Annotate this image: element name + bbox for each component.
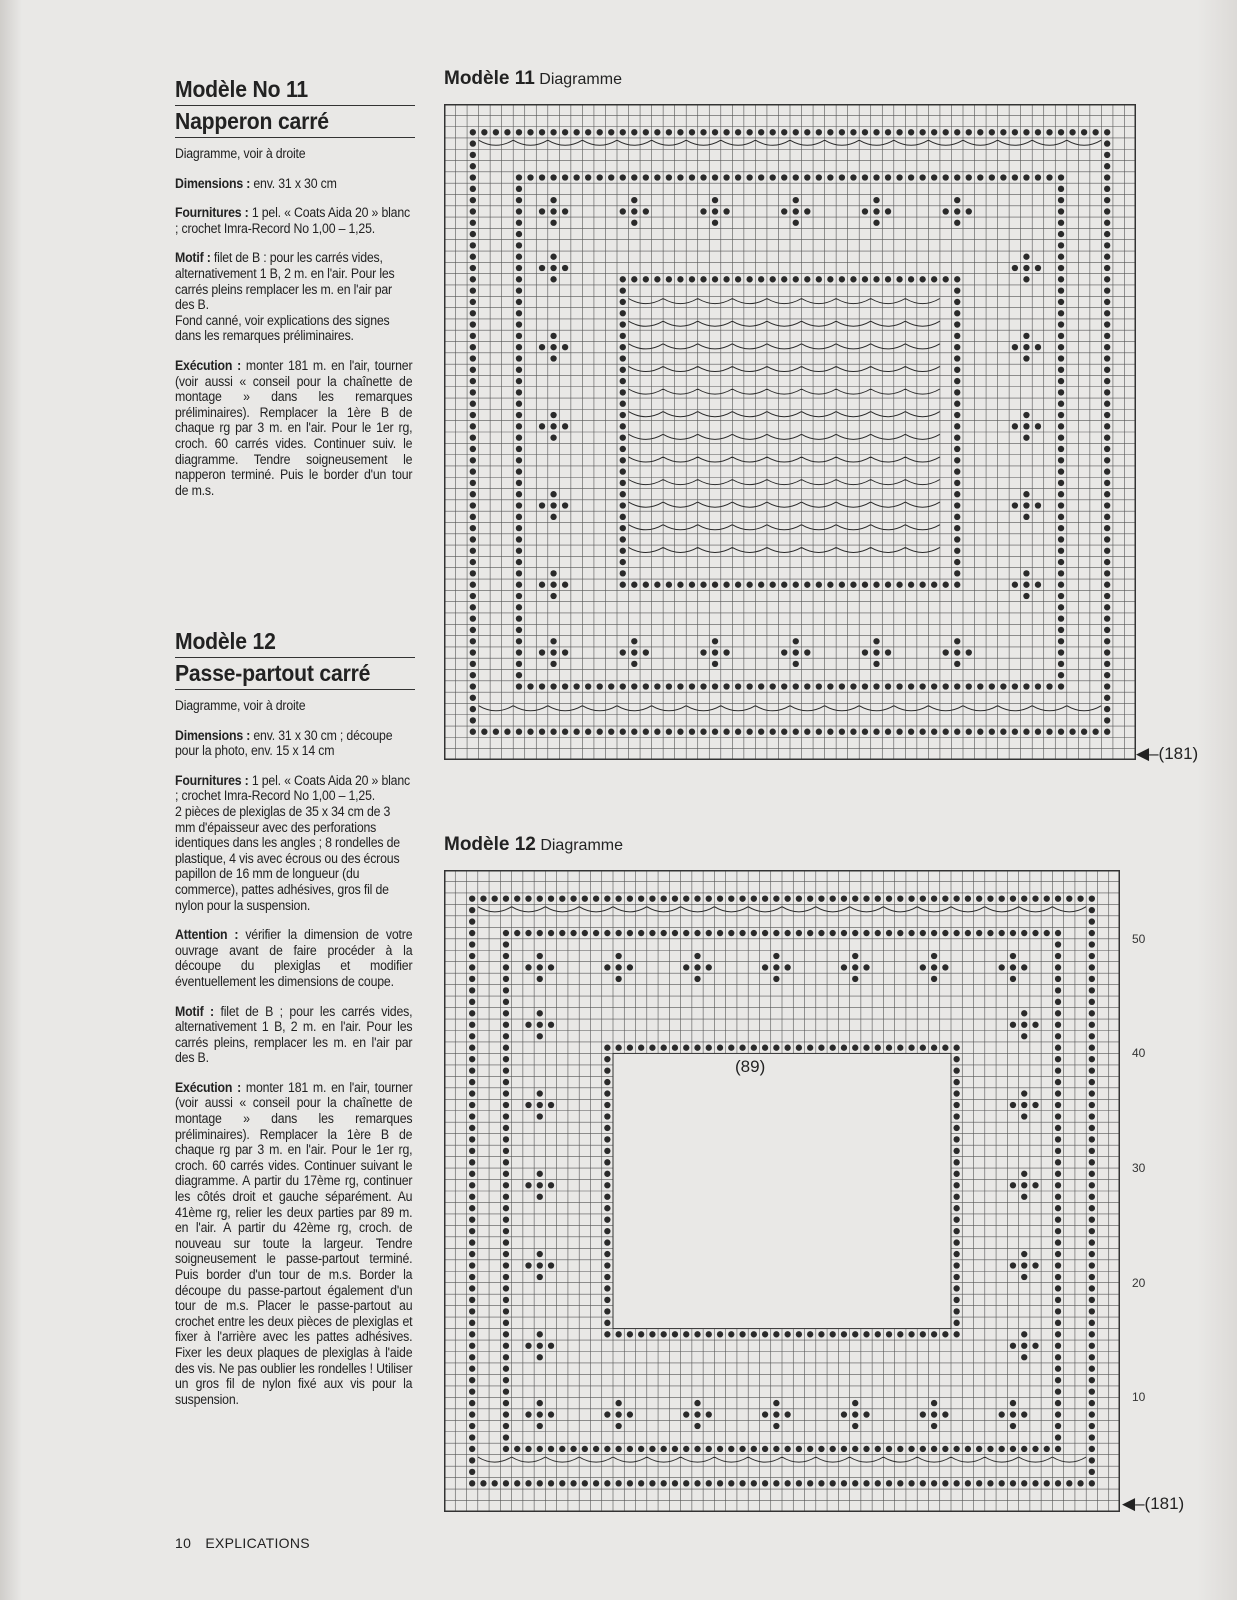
model12-attention-label: Attention : (175, 927, 239, 943)
model12-diagram-ref: Diagramme, voir à droite (175, 698, 306, 713)
model12-title-rule (175, 689, 415, 690)
diagram11-title-bold: Modèle 11 (444, 68, 535, 89)
diagram12-title-bold: Modèle 12 (444, 834, 536, 855)
lacet-row (629, 525, 940, 530)
model11-heading-number: Modèle No 11 (175, 76, 309, 102)
model12-dimensions-text: env. 31 x 30 cm ; découpe pour la photo, env. 15 x 14 cm (175, 727, 393, 759)
row-number-30: 30 (1132, 1161, 1146, 1175)
model11-title-rule (175, 137, 415, 138)
model12-instructions (175, 626, 415, 1421)
lacet-row (629, 389, 940, 394)
model11-execution-label: Exécution : (175, 357, 242, 373)
model11-dimensions (175, 176, 412, 192)
diagram12-marker-text: (181) (1144, 1494, 1185, 1513)
diagram12-center-label: (89) (735, 1057, 766, 1076)
model11-diagram-ref: Diagramme, voir à droite (175, 146, 306, 161)
lacet-row (629, 434, 940, 439)
diagram11-grid (444, 104, 1136, 760)
diagram12-arrow-icon: ◀– (1122, 1494, 1145, 1513)
model11-dimensions-text: env. 31 x 30 cm (250, 175, 337, 191)
lacet-row (629, 299, 940, 304)
model12-motif (175, 1004, 412, 1066)
diagram12-marker (1122, 1494, 1184, 1514)
lacet-row (629, 412, 940, 417)
model11-fournitures-label: Fournitures : (175, 205, 249, 221)
diagram11-title-light: Diagramme (534, 71, 622, 88)
model11-instructions (175, 74, 415, 512)
row-number-20: 20 (1132, 1276, 1146, 1290)
lacet-row (629, 344, 940, 349)
model11-motif (175, 250, 412, 344)
model11-dimensions-label: Dimensions : (175, 175, 251, 191)
lacet-row (629, 321, 940, 326)
model12-motif-text: filet de B ; pour les carrés vides, alternativement 1 B, 2 m. en l'air. Pour les carrés pleins, remplacer les m. en l'air par des B. (175, 1003, 413, 1066)
page-footer (175, 1535, 320, 1551)
model12-execution-text: monter 181 m. en l'air, tourner (voir aussi « conseil pour la chaînette de montage » dans les remarques préliminaires). Remplacer la 1ère B de chaque rg par 3 m. en l'air. Pour le 1er rg, croch. 60 carrés vides. Continuer suivant le diagramme. A partir du 17ème rg, continuer les côtés droit et gauche séparément. Au 41ème rg, relier les deux parties par 89 m. en l'air. A partir du 42ème rg, croch. de nouveau sur toute la largeur. Tendre soigneusement le passe-partout terminé. Puis border d'un tour de m.s. Border la découpe du passe-partout également d'un tour de m.s. Placer le passe-partout au crochet entre les deux pièces de plexiglas et fixer à l'arrière avec les pattes adhésives. Fixer les deux plaques de plexiglas à l'aide des vis. Ne pas oublier les rondelles ! Utiliser un gros fil de nylon fixé aux vis pour la suspension. (175, 1079, 413, 1407)
row-number-10: 10 (1132, 1390, 1146, 1404)
page-section: EXPLICATIONS (205, 1535, 310, 1551)
grid-lines (444, 104, 1136, 760)
lacet-row (629, 457, 940, 462)
model12-execution-label: Exécution : (175, 1079, 242, 1095)
model12-dimensions-label: Dimensions : (175, 727, 251, 743)
diagram12-title (444, 834, 623, 856)
row-number-40: 40 (1132, 1046, 1146, 1060)
model11-execution-text: monter 181 m. en l'air, tourner (voir aussi « conseil pour la chaînette de montage » dans les remarques préliminaires). Remplacer la 1ère B de chaque rg par 3 m. en l'air. Pour le 1er rg, croch. 60 carrés vides. Continuer suiv. le diagramme. Tendre soigneusement le napperon terminé. Puis le border d'un tour de m.s. (175, 357, 413, 498)
model12-heading-title: Passe-partout carré (175, 660, 371, 686)
model12-execution (175, 1080, 412, 1407)
model11-execution (175, 358, 412, 498)
page-number: 10 (175, 1535, 192, 1551)
row-number-50: 50 (1132, 932, 1146, 946)
model12-attention (175, 927, 412, 989)
model12-fournitures-text: 1 pel. « Coats Aida 20 » blanc ; crochet Imra-Record No 1,00 – 1,25. 2 pièces de plexiglas de 35 x 34 cm de 3 mm d'épaisseur avec des perforations identiques dans les angles ; 8 rondelles de plastique, 4 vis avec écrous ou des écrous papillon de 16 mm de longueur (du commerce), pattes adhésives, gros fil de nylon pour la suspension. (175, 772, 411, 913)
diagram11-marker (1136, 744, 1198, 764)
model11-fournitures-text: 1 pel. « Coats Aida 20 » blanc ; crochet Imra-Record No 1,00 – 1,25. (175, 205, 411, 236)
model12-motif-label: Motif : (175, 1003, 214, 1019)
model12-fournitures-label: Fournitures : (175, 772, 249, 788)
diagram12-grid (444, 870, 1120, 1512)
page-binding-shadow (0, 0, 22, 1600)
model11-fournitures (175, 205, 412, 236)
diagram11-marker-text: (181) (1158, 744, 1199, 763)
model11-motif-label: Motif : (175, 250, 211, 266)
lacet-row (629, 502, 940, 507)
page-edge-shadow (1197, 0, 1237, 1600)
lacet-row (629, 366, 940, 371)
diagram11-arrow-icon: ◀– (1136, 744, 1159, 763)
lacet-row (629, 547, 940, 552)
lacet-row (629, 480, 940, 485)
model12-dimensions (175, 728, 412, 759)
model12-fournitures (175, 773, 412, 913)
diagram11-title (444, 68, 622, 90)
model11-motif-text: filet de B : pour les carrés vides, alternativement 1 B, 2 m. en l'air. Pour les carrés pleins remplacer les m. en l'air par des B. Fond canné, voir explications des signes dans les remarques préliminaires. (175, 250, 395, 344)
model12-attention-text: vérifier la dimension de votre ouvrage avant de faire procéder à la découpe du plexiglas et modifier éventuellement les dimensions de coupe. (175, 927, 413, 989)
model11-heading-title: Napperon carré (175, 108, 329, 134)
model12-heading-number: Modèle 12 (175, 628, 276, 654)
diagram12-title-light: Diagramme (535, 837, 624, 854)
